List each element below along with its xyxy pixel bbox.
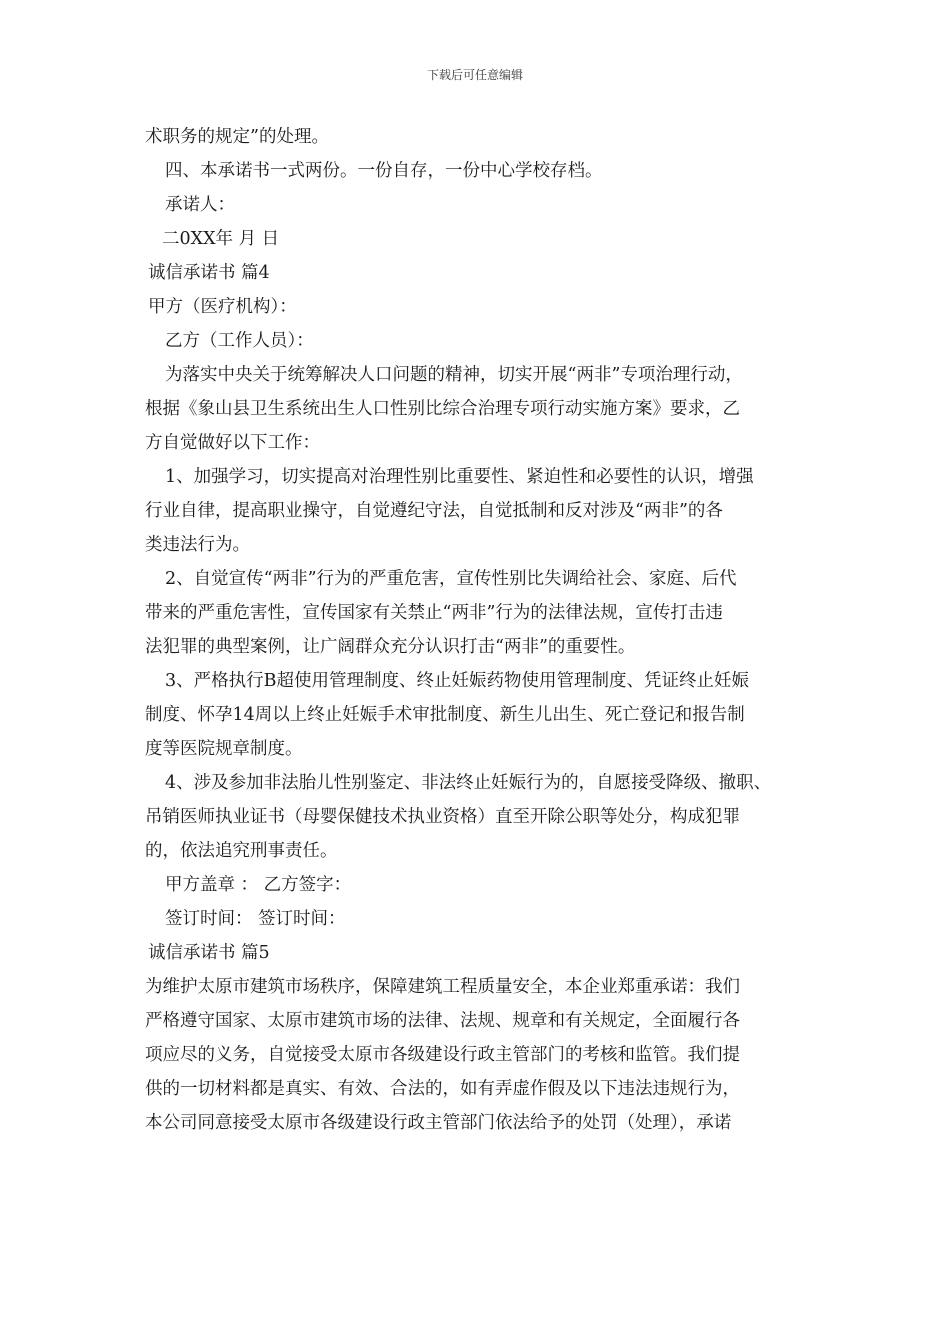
- text-line: 术职务的规定”的处理。: [145, 127, 329, 147]
- signature-line: 甲方盖章 ： 乙方签字：: [165, 875, 352, 895]
- text-line: 度等医院规章制度。: [145, 739, 303, 759]
- section-heading: 诚信承诺书 篇4: [148, 263, 270, 283]
- text-line: 承诺人：: [165, 195, 235, 215]
- document-body: [145, 120, 821, 1140]
- text-line: 4、涉及参加非法胎儿性别鉴定、非法终止妊娠行为的，自愿接受降级、撤职、: [165, 773, 772, 793]
- section-heading: 诚信承诺书 篇5: [148, 943, 270, 963]
- text-line: 法犯罪的典型案例，让广阔群众充分认识打击“两非”的重要性。: [145, 637, 636, 657]
- text-line: 的，依法追究刑事责任。: [145, 841, 338, 861]
- text-line: 四、本承诺书一式两份。一份自存，一份中心学校存档。: [165, 161, 603, 181]
- text-line: 为维护太原市建筑市场秩序，保障建筑工程质量安全，本企业郑重承诺：我们: [145, 977, 740, 997]
- text-line: 供的一切材料都是真实、有效、合法的，如有弄虚作假及以下违法违规行为，: [145, 1079, 740, 1099]
- text-line: 3、严格执行B超使用管理制度、终止妊娠药物使用管理制度、凭证终止妊娠: [165, 671, 749, 691]
- text-line: 为落实中央关于统筹解决人口问题的精神，切实开展“两非”专项治理行动，: [165, 365, 743, 385]
- text-line: 吊销医师执业证书（母婴保健技术执业资格）直至开除公职等处分，构成犯罪: [145, 807, 740, 827]
- text-line: 制度、怀孕14周以上终止妊娠手术审批制度、新生儿出生、死亡登记和报告制: [145, 705, 745, 725]
- text-line: 类违法行为。: [145, 535, 250, 555]
- text-line: 项应尽的义务，自觉接受太原市各级建设行政主管部门的考核和监管。我们提: [145, 1045, 740, 1065]
- text-line: 方自觉做好以下工作：: [145, 433, 320, 453]
- sign-date-line: 签订时间： 签订时间：: [165, 909, 346, 929]
- party-a-line: 甲方（医疗机构）：: [148, 297, 297, 317]
- page-header: 下载后可任意编辑: [426, 68, 523, 82]
- text-line: 本公司同意接受太原市各级建设行政主管部门依法给予的处罚（处理），承诺: [145, 1113, 732, 1133]
- text-line: 严格遵守国家、太原市建筑市场的法律、法规、规章和有关规定，全面履行各: [145, 1011, 740, 1031]
- text-line: 带来的严重危害性，宣传国家有关禁止“两非”行为的法律法规，宣传打击违: [145, 603, 723, 623]
- text-line: 2、自觉宣传“两非”行为的严重危害，宣传性别比失调给社会、家庭、后代: [165, 569, 737, 589]
- text-line: 行业自律，提高职业操守，自觉遵纪守法，自觉抵制和反对涉及“两非”的各: [145, 501, 723, 521]
- text-line: 1、加强学习，切实提高对治理性别比重要性、紧迫性和必要性的认识，增强: [165, 467, 754, 487]
- party-b-line: 乙方（工作人员）：: [165, 331, 314, 351]
- date-line: 二0XX年 月 日: [162, 229, 280, 249]
- text-line: 根据《象山县卫生系统出生人口性别比综合治理专项行动实施方案》要求，乙: [145, 399, 740, 419]
